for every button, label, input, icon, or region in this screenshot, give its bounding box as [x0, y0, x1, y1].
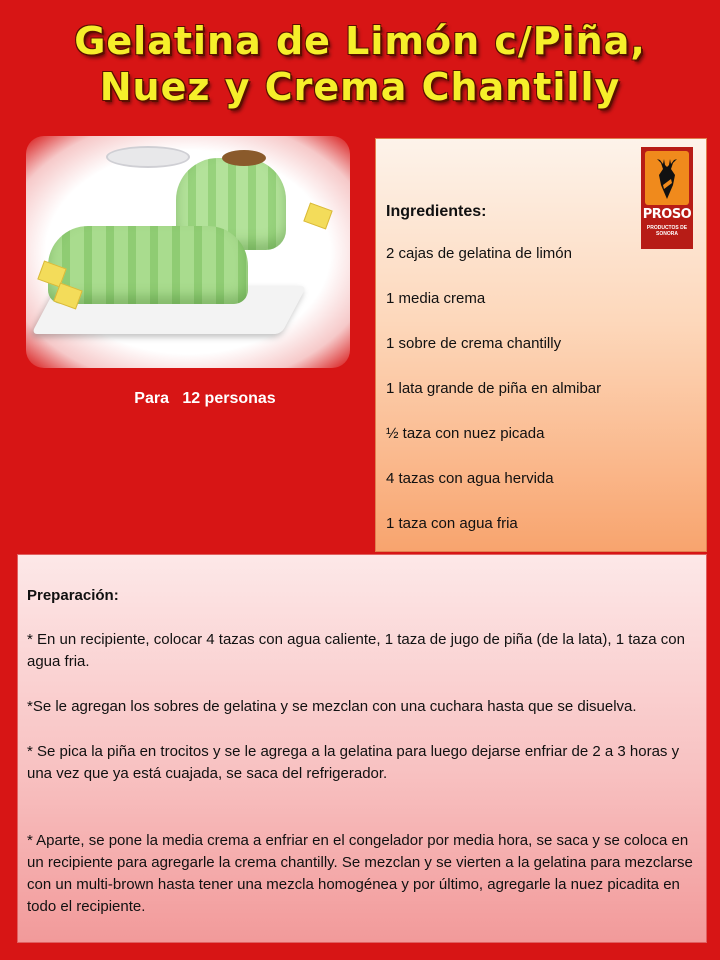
- title-line-1: Gelatina de Limón c/Piña,: [74, 19, 646, 63]
- ingredients-list: [386, 245, 601, 560]
- preparation-step: *Se le agregan los sobres de gelatina y se mezclan con una cuchara hasta que se disuelva.: [27, 698, 637, 715]
- preparation-step: * En un recipiente, colocar 4 tazas con agua caliente, 1 taza de jugo de piña (de la lata), 1 taza con agua fria.: [27, 631, 685, 670]
- ingredient-item: 4 tazas con agua hervida: [386, 470, 554, 487]
- preparation-panel: [17, 554, 707, 943]
- ingredients-heading: Ingredientes:: [386, 203, 487, 220]
- logo-emblem: [645, 151, 689, 205]
- logo-subtitle: PRODUCTOS DE SONORA: [646, 225, 688, 237]
- preparation-step: * Se pica la piña en trocitos y se le agrega a la gelatina para luego dejarse enfriar de 2 a 3 horas y una vez que ya está cuajada, se saca del refrigerador.: [27, 743, 680, 782]
- title-line-2: Nuez y Crema Chantilly: [99, 65, 621, 109]
- walnut-topping: [222, 150, 266, 166]
- proso-logo: [641, 147, 693, 249]
- preparation-heading: Preparación:: [27, 587, 119, 604]
- deer-icon: [651, 155, 683, 201]
- ingredient-item: 1 sobre de crema chantilly: [386, 335, 562, 352]
- ingredient-item: ½ taza con nuez picada: [386, 425, 545, 442]
- stacked-plates: [106, 146, 190, 168]
- ingredient-item: 2 cajas de gelatina de limón: [386, 245, 572, 262]
- recipe-photo: [26, 136, 350, 368]
- pineapple-chunk: [303, 202, 332, 229]
- ingredient-item: 1 taza con agua fria: [386, 515, 518, 532]
- logo-wordmark: PROSO: [642, 207, 692, 222]
- servings-label: Para 12 personas: [134, 390, 276, 407]
- ingredients-panel: [375, 138, 707, 552]
- preparation-step: * Aparte, se pone la media crema a enfriar en el congelador por media hora, se saca y se coloca en un recipiente para agregarle la crema chantilly. Se mezclan y se vierten a la gelatina para mezclarse con un multi-brown hasta tener una mezcla homogénea y por último, agregarle la nuez picadita en todo el recipiente.: [27, 832, 693, 915]
- ingredient-item: 1 lata grande de piña en almibar: [386, 380, 602, 397]
- recipe-title: [0, 18, 720, 110]
- ingredient-item: 1 media crema: [386, 290, 486, 307]
